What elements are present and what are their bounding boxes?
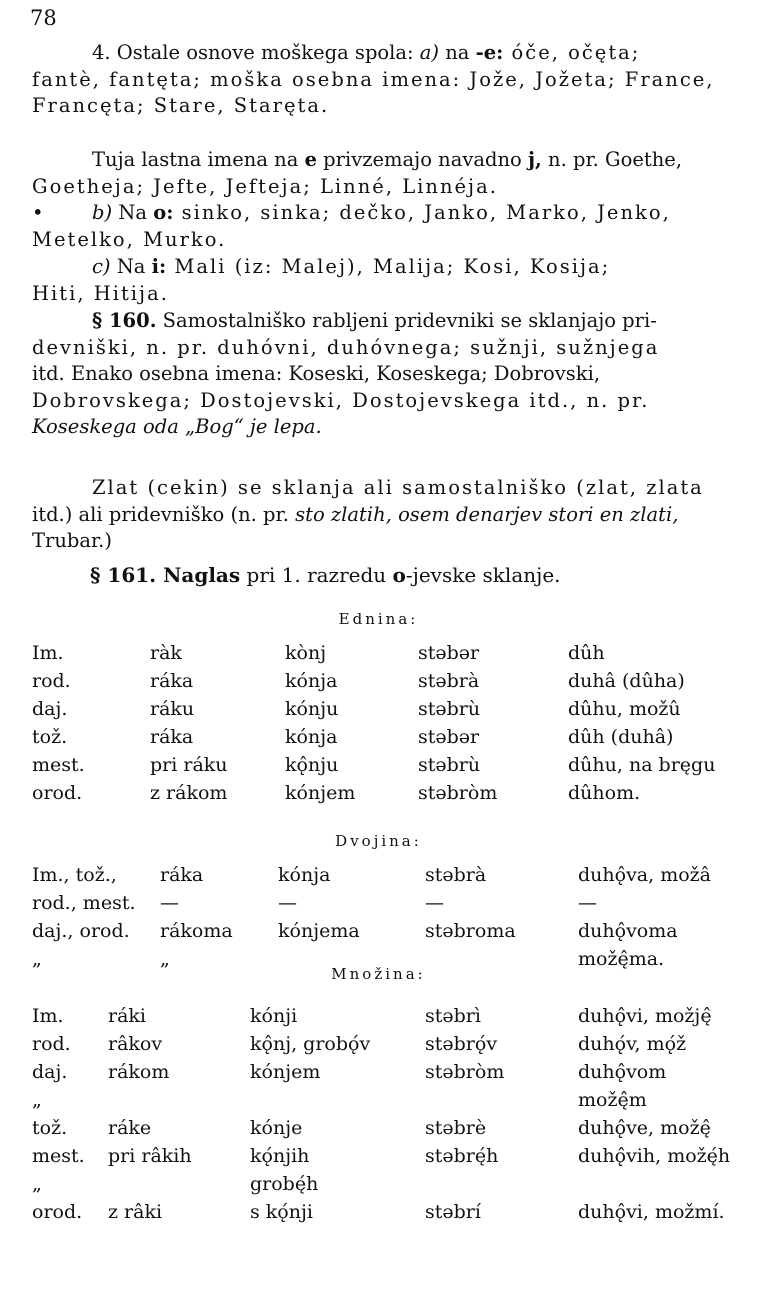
table-row: [0, 780, 757, 806]
spaced-example: sinko, sinka; dečko, Janko, Marko, Jenko,: [173, 201, 671, 224]
bold-letter: o: [392, 563, 406, 587]
table-cell: rákom: [108, 1061, 170, 1083]
table-cell: ráku: [150, 698, 195, 720]
table-cell: kǫ́njih: [250, 1145, 310, 1167]
text: Na: [112, 201, 154, 224]
table-row: [0, 668, 757, 694]
section-161-heading: [90, 562, 561, 588]
paragraph-foreign-names: [32, 147, 742, 200]
text-line: itd. Enako osebna imena: Koseski, Koseskega; Dobrovski,: [32, 362, 601, 386]
table-cell: ráka: [150, 726, 194, 748]
table-row: [0, 1031, 757, 1057]
table-cell: duhǫ̂vi, možję̂: [578, 1005, 712, 1027]
case-label: orod.: [32, 1201, 83, 1223]
bold-letter: i:: [151, 255, 167, 278]
paragraph-zlat: [32, 475, 742, 555]
italic-label: c): [92, 255, 111, 278]
text-line: Zlat (cekin) se sklanja ali samostalniško (zlat, zlata: [92, 476, 704, 499]
table-cell: grobę́h: [250, 1173, 319, 1195]
text-line: Dobrovskega; Dostojevski, Dostojevskega itd., n. pr.: [32, 388, 650, 412]
text-line: Hiti, Hitija.: [32, 281, 169, 305]
table-cell: ráka: [160, 864, 204, 886]
bold-letter: j,: [527, 148, 542, 171]
table-cell: z râki: [108, 1201, 163, 1223]
paragraph-other-masculine-stems: [32, 40, 742, 120]
case-label: tož.: [32, 1117, 68, 1139]
text-line: devniški, n. pr. duhóvni, duhóvnega; sužnji, sužnjega: [32, 335, 660, 359]
table-cell: râkov: [108, 1033, 163, 1055]
table-row: [0, 862, 757, 888]
table-row: [0, 1143, 757, 1169]
case-label: tož.: [32, 726, 68, 748]
table-cell: duhǫ́v, mǫ́ž: [578, 1033, 687, 1055]
table-row: [0, 1115, 757, 1141]
table-cell: ráki: [108, 1005, 146, 1027]
text-line: Trubar.): [32, 529, 112, 553]
spaced-example: Mali (iz: Malej), Malija; Kosi, Kosija;: [166, 255, 611, 278]
case-label: Im.: [32, 1005, 64, 1027]
text: n. pr. Goethe,: [541, 148, 683, 171]
text: itd.) ali pridevniško (n. pr.: [32, 502, 296, 526]
table-cell: pri ráku: [150, 754, 228, 776]
table-cell: duhǫ̂va, možâ: [578, 864, 712, 886]
table-row: [0, 1003, 757, 1029]
table-cell: možę̂m: [578, 1089, 647, 1111]
table-cell: kónju: [285, 698, 339, 720]
table-cell: stəbrà: [425, 864, 487, 886]
table-cell: —: [578, 892, 597, 914]
italic-example: Koseskega oda „Bog“ je lepa.: [32, 415, 322, 439]
table-cell: pri râkih: [108, 1145, 192, 1167]
case-label: „: [32, 948, 42, 970]
italic-example: sto zlatih, osem denarjev stori en zlati,: [295, 502, 679, 526]
table-cell: s kǫ́nji: [250, 1201, 313, 1223]
table-cell: kònj: [285, 642, 327, 664]
case-label: Im., tož.,: [32, 864, 117, 886]
table-cell: kónja: [285, 670, 338, 692]
text-line: Metelko, Murko.: [32, 227, 227, 251]
table-cell: ráke: [108, 1117, 152, 1139]
text: 4. Ostale osnove moškega spola:: [92, 41, 420, 64]
table-row: [0, 1199, 757, 1225]
table-cell: dûh: [568, 642, 605, 664]
table-row: [0, 1171, 757, 1197]
table-row: [0, 1087, 757, 1113]
table-cell: stəbrù: [418, 754, 481, 776]
table-row: [0, 946, 757, 972]
table-row: [0, 1059, 757, 1085]
text-line: Goetheja; Jefte, Jefteja; Linné, Linnéja.: [32, 174, 498, 198]
case-label: daj.: [32, 698, 68, 720]
table-cell: stəbər: [418, 642, 480, 664]
table-cell: —: [160, 892, 179, 914]
table-cell: duhǫ̂vom: [578, 1061, 667, 1083]
table-cell: kǫ̂nj, grobǫ́v: [250, 1033, 371, 1055]
table-cell: možę̂ma.: [578, 948, 665, 970]
table-cell: duhǫ̂vi, možmí.: [578, 1201, 725, 1223]
page-number: 78: [30, 6, 57, 30]
table-cell: ráka: [150, 670, 194, 692]
table-row: [0, 890, 757, 916]
table-row: [0, 752, 757, 778]
text: privzemajo navadno: [316, 148, 528, 171]
table-cell: kónjem: [250, 1061, 321, 1083]
table-cell: dûh (duhâ): [568, 726, 674, 748]
table-cell: kónjem: [285, 782, 356, 804]
table-cell: kǫ̂nju: [285, 754, 339, 776]
bold-word: Naglas: [156, 563, 241, 587]
table-cell: stəbrí: [425, 1201, 481, 1223]
table-cell: stəbrę́h: [425, 1145, 499, 1167]
table-cell: stəbrǫ́v: [425, 1033, 498, 1055]
text: -jevske sklanje.: [405, 563, 561, 587]
case-label: orod.: [32, 782, 83, 804]
mnozina-title: Množina:: [331, 965, 426, 983]
table-cell: dûhu, možû: [568, 698, 681, 720]
case-label: rod.: [32, 1033, 71, 1055]
table-cell: kónja: [278, 864, 331, 886]
table-cell: stəbər: [418, 726, 480, 748]
table-cell: stəbrè: [425, 1117, 487, 1139]
table-cell: duhǫ̂voma: [578, 920, 678, 942]
case-label: rod.: [32, 670, 71, 692]
table-cell: stəbrì: [425, 1005, 481, 1027]
section-number: § 160.: [92, 309, 157, 332]
text: Na: [110, 255, 152, 278]
text: Samostalniško rabljeni pridevniki se sklanjajo pri-: [156, 309, 657, 332]
bold-letter: e: [304, 148, 317, 171]
bold-ending: -e:: [475, 41, 504, 64]
italic-label: a): [419, 41, 440, 64]
text: Tuja lastna imena na: [92, 148, 305, 171]
case-label: mest.: [32, 754, 85, 776]
table-cell: duhǫ̂vih, možę́h: [578, 1145, 731, 1167]
table-cell: kónja: [285, 726, 338, 748]
ednina-title: Ednina:: [338, 610, 419, 628]
bold-letter: o:: [153, 201, 174, 224]
table-cell: dûhu, na bręgu: [568, 754, 716, 776]
table-cell: stəbroma: [425, 920, 516, 942]
text-line: fantè, fantęta; moška osebna imena: Jože, Jožeta; France,: [32, 67, 715, 91]
table-cell: „: [160, 948, 170, 970]
case-label: „: [32, 1089, 42, 1111]
table-cell: stəbrà: [418, 670, 480, 692]
case-label: daj.: [32, 1061, 68, 1083]
table-cell: rákoma: [160, 920, 233, 942]
italic-label: b): [92, 201, 113, 224]
case-label: rod., mest.: [32, 892, 136, 914]
table-cell: kónje: [250, 1117, 303, 1139]
section-number: § 161.: [90, 563, 157, 587]
table-cell: ràk: [150, 642, 182, 664]
text: na: [439, 41, 476, 64]
bullet-mark: •: [32, 201, 44, 224]
paragraph-160: [32, 308, 742, 441]
table-row: [0, 724, 757, 750]
table-cell: duhâ (dûha): [568, 670, 685, 692]
table-row: [0, 640, 757, 666]
text: pri 1. razredu: [240, 563, 393, 587]
table-cell: stəbròm: [425, 1061, 505, 1083]
table-cell: —: [278, 892, 297, 914]
table-cell: dûhom.: [568, 782, 641, 804]
spaced-example: óče, očęta;: [503, 41, 641, 64]
table-cell: kónji: [250, 1005, 298, 1027]
table-cell: kónjema: [278, 920, 360, 942]
text-line: Francęta; Stare, Staręta.: [32, 94, 330, 118]
table-row: [0, 918, 757, 944]
case-label: Im.: [32, 642, 64, 664]
table-cell: duhǫ̂ve, možę̂: [578, 1117, 711, 1139]
case-label: „: [32, 1173, 42, 1195]
table-row: [0, 696, 757, 722]
case-label: daj., orod.: [32, 920, 130, 942]
table-cell: stəbrù: [418, 698, 481, 720]
table-cell: z rákom: [150, 782, 228, 804]
table-cell: stəbròm: [418, 782, 498, 804]
paragraph-b: [32, 200, 742, 253]
dvojina-title: Dvojina:: [335, 832, 422, 850]
paragraph-c: [32, 254, 742, 307]
case-label: mest.: [32, 1145, 85, 1167]
table-cell: —: [425, 892, 444, 914]
